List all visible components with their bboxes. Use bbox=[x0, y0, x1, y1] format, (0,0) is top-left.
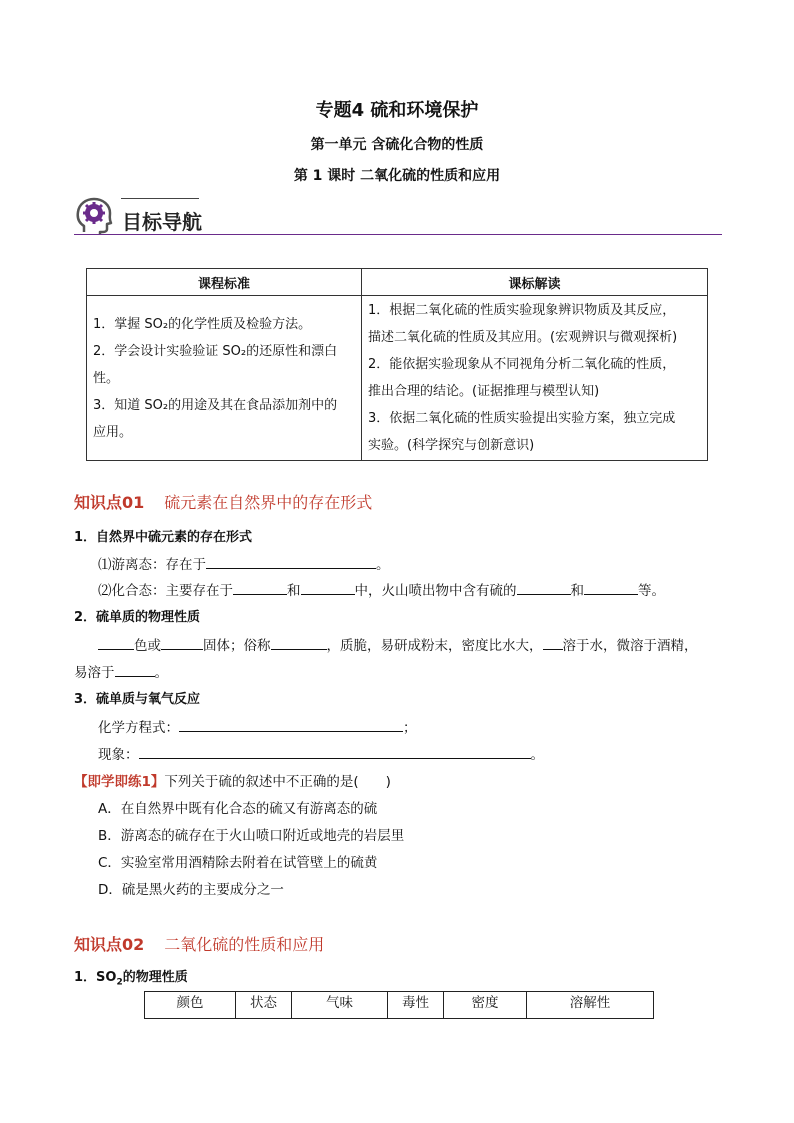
fill-blank[interactable] bbox=[517, 582, 571, 595]
text: 固体；俗称 bbox=[203, 638, 271, 654]
subscript: 2 bbox=[116, 977, 123, 988]
kp1-s3-equation-line bbox=[98, 716, 417, 736]
fill-blank[interactable] bbox=[301, 582, 355, 595]
fill-blank[interactable] bbox=[206, 556, 376, 569]
kp1-s1-combined-line bbox=[98, 579, 665, 599]
option-b[interactable]: B．游离态的硫存在于火山喷口附近或地壳的岩层里 bbox=[98, 828, 405, 844]
text: 溶于水，微溶于酒精， bbox=[562, 638, 698, 654]
kp2-heading bbox=[74, 932, 324, 955]
option-c[interactable]: C．实验室常用酒精除去附着在试管壁上的硫黄 bbox=[98, 855, 378, 871]
text: 和 bbox=[287, 583, 301, 599]
unit-title: 第一单元 含硫化合物的性质 bbox=[310, 137, 484, 153]
fill-blank[interactable] bbox=[271, 637, 327, 650]
goals-interpretation-cell bbox=[362, 296, 708, 461]
fill-blank[interactable] bbox=[115, 664, 155, 677]
kp1-s2-heading: 2．硫单质的物理性质 bbox=[74, 610, 201, 625]
goals-interp-line: 描述二氧化硫的性质及其应用。(宏观辨识与微观探析) bbox=[368, 330, 678, 345]
goals-standard-line: 2．学会设计实验验证 SO₂的还原性和漂白 bbox=[93, 343, 338, 359]
kp2-number: 知识点02 bbox=[74, 935, 145, 954]
text: 和 bbox=[570, 583, 584, 599]
kp1-s2-line1 bbox=[98, 634, 698, 654]
goals-interp-line: 3．依据二氧化硫的性质实验提出实验方案，独立完成 bbox=[368, 411, 676, 426]
kp1-s1-free-label: ⑴游离态：存在于 bbox=[98, 557, 206, 573]
goals-header-standard: 课程标准 bbox=[87, 269, 362, 296]
goals-header-interpretation: 课标解读 bbox=[362, 269, 708, 296]
text: 色或 bbox=[134, 638, 161, 654]
kp1-s2-line2 bbox=[74, 661, 168, 681]
kp1-heading bbox=[74, 490, 372, 513]
equation-label: 化学方程式： bbox=[98, 720, 179, 736]
option-a[interactable]: A．在自然界中既有化合态的硫又有游离态的硫 bbox=[98, 801, 378, 817]
chapter-title: 专题4 硫和环境保护 bbox=[315, 100, 479, 121]
kp1-s3-phenomenon-line bbox=[98, 743, 544, 763]
so2-col-state: 状态 bbox=[236, 992, 292, 1019]
nav-top-rule bbox=[121, 198, 199, 199]
so2-col-toxicity: 毒性 bbox=[388, 992, 444, 1019]
practice-question bbox=[74, 770, 391, 790]
text: 等。 bbox=[638, 583, 665, 599]
kp1-s1-combined-label: ⑵化合态：主要存在于 bbox=[98, 583, 233, 599]
text: 易溶于 bbox=[74, 665, 115, 681]
kp1-number: 知识点01 bbox=[74, 493, 145, 512]
goals-standard-line: 1．掌握 SO₂的化学性质及检验方法。 bbox=[93, 316, 312, 332]
fill-blank[interactable] bbox=[543, 637, 563, 650]
fill-blank[interactable] bbox=[139, 746, 531, 759]
goals-standard-cell bbox=[87, 296, 362, 461]
punct: ； bbox=[403, 720, 417, 736]
fill-blank[interactable] bbox=[584, 582, 638, 595]
punct: 。 bbox=[376, 557, 390, 573]
practice-tag: 【即学即练1】 bbox=[74, 774, 165, 790]
so2-properties-table bbox=[144, 991, 654, 1019]
practice-question-text: 下列关于硫的叙述中不正确的是( ) bbox=[164, 774, 391, 790]
fill-blank[interactable] bbox=[179, 719, 403, 732]
brain-gear-icon bbox=[76, 196, 114, 236]
goals-table bbox=[86, 268, 708, 461]
kp1-s3-heading: 3．硫单质与氧气反应 bbox=[74, 692, 201, 707]
kp1-title: 硫元素在自然界中的存在形式 bbox=[164, 493, 373, 512]
kp2-title: 二氧化硫的性质和应用 bbox=[164, 935, 325, 954]
fill-blank[interactable] bbox=[98, 637, 134, 650]
lesson-title: 第 1 课时 二氧化硫的性质和应用 bbox=[293, 168, 501, 184]
goals-interp-line: 2．能依据实验现象从不同视角分析二氧化硫的性质， bbox=[368, 357, 676, 372]
punct: 。 bbox=[154, 665, 168, 681]
nav-bottom-rule bbox=[74, 234, 722, 235]
text: 的物理性质 bbox=[122, 970, 188, 985]
so2-col-color: 颜色 bbox=[145, 992, 236, 1019]
goals-standard-line: 应用。 bbox=[93, 424, 133, 440]
text: 1．SO bbox=[74, 970, 117, 985]
kp1-s1-heading: 1．自然界中硫元素的存在形式 bbox=[74, 530, 253, 545]
option-d[interactable]: D．硫是黑火药的主要成分之一 bbox=[98, 882, 284, 898]
goals-standard-line: 性。 bbox=[93, 370, 120, 386]
goals-standard-line: 3．知道 SO₂的用途及其在食品添加剂中的 bbox=[93, 397, 338, 413]
goals-interp-line: 1．根据二氧化硫的性质实验现象辨识物质及其反应， bbox=[368, 303, 676, 318]
so2-col-odor: 气味 bbox=[292, 992, 388, 1019]
text: 中，火山喷出物中含有硫的 bbox=[354, 583, 517, 599]
goals-interp-line: 推出合理的结论。(证据推理与模型认知) bbox=[368, 384, 600, 399]
goals-interp-line: 实验。(科学探究与创新意识) bbox=[368, 438, 535, 453]
nav-title: 目标导航 bbox=[122, 210, 202, 234]
so2-col-density: 密度 bbox=[444, 992, 527, 1019]
so2-col-solubility: 溶解性 bbox=[527, 992, 654, 1019]
kp2-s1-heading bbox=[74, 966, 188, 988]
fill-blank[interactable] bbox=[161, 637, 203, 650]
kp1-s1-free-line bbox=[98, 553, 390, 573]
fill-blank[interactable] bbox=[233, 582, 287, 595]
text: ，质脆，易研成粉末，密度比水大， bbox=[326, 638, 543, 654]
phenomenon-label: 现象： bbox=[98, 747, 139, 763]
punct: 。 bbox=[530, 747, 544, 763]
